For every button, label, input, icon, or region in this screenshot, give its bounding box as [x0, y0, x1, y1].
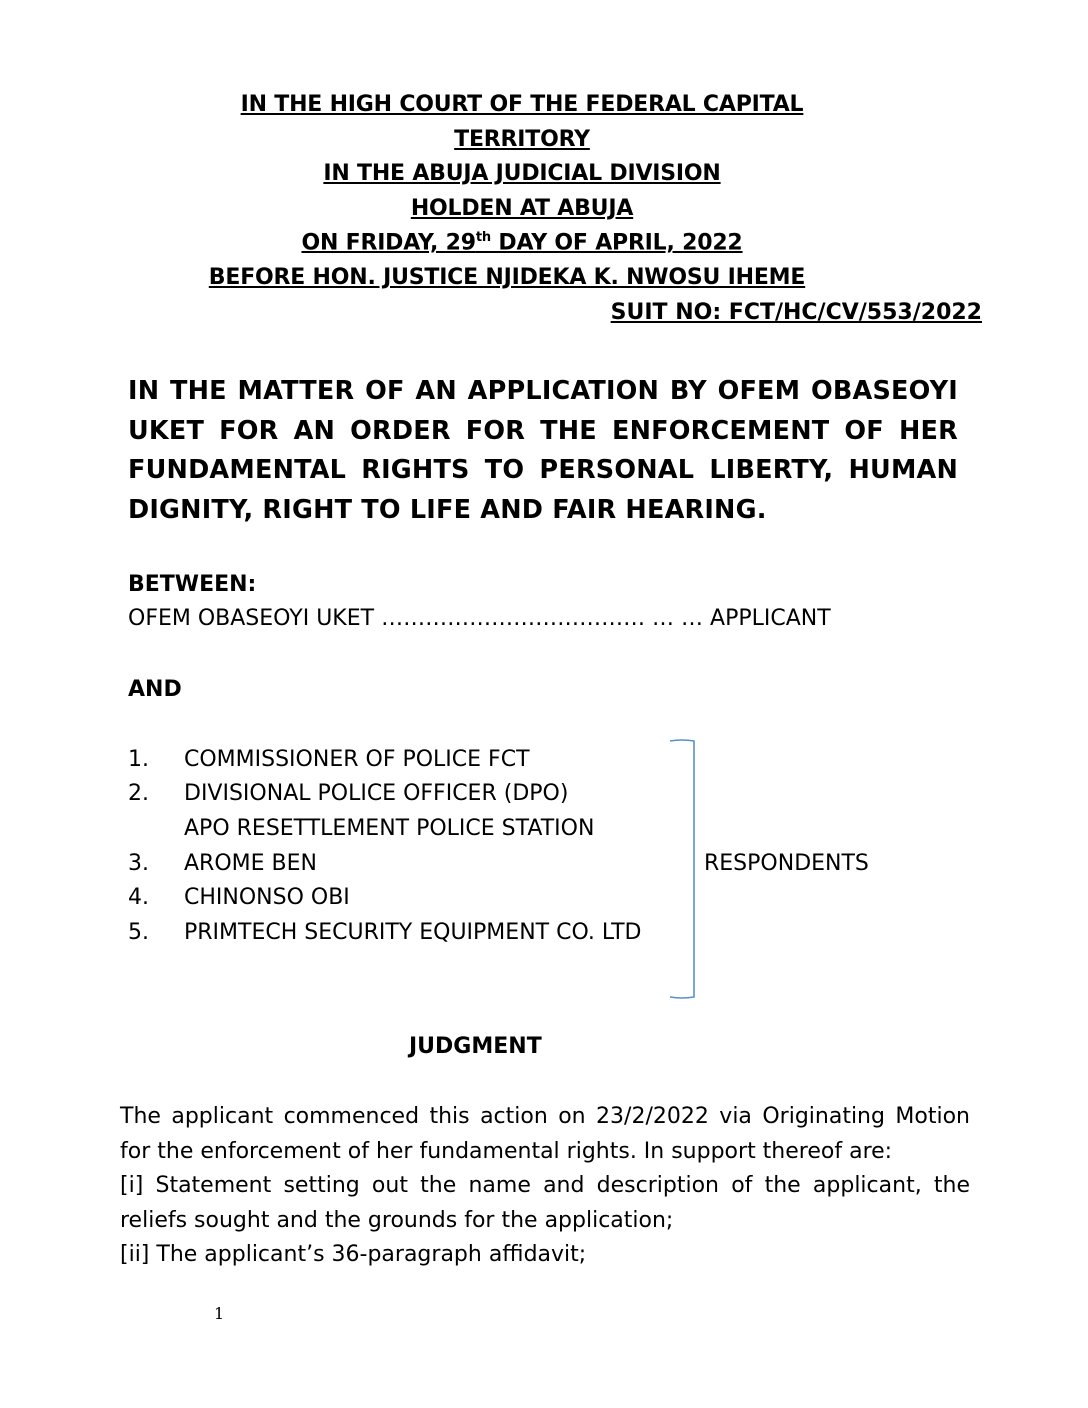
hearing-date-prefix: ON FRIDAY, 29 — [301, 230, 476, 256]
matter-statement: IN THE MATTER OF AN APPLICATION BY OFEM OBASEOYI UKET FOR AN ORDER FOR THE ENFORCEMENT OF HER FUNDAMENTAL RIGHTS TO PERSONAL LIBERTY, HUMAN DIGNITY, RIGHT TO LIFE AND FAIR HEARING. — [128, 376, 958, 525]
respondent-name: AROME BEN — [184, 851, 317, 876]
suit-number: SUIT NO: FCT/HC/CV/553/2022 — [610, 300, 982, 325]
applicant-line: OFEM OBASEOYI UKET ……………………………… … … APPLICANT — [128, 606, 831, 631]
respondent-name: CHINONSO OBI — [184, 885, 350, 910]
respondent-number: 2. — [128, 781, 149, 806]
judgment-line: [i] Statement setting out the name and description of the applicant, the — [120, 1173, 970, 1198]
hearing-date-suffix: DAY OF APRIL, 2022 — [490, 230, 743, 256]
judgment-body — [120, 1100, 970, 1273]
page-number: 1 — [214, 1304, 225, 1323]
respondent-number: 5. — [128, 920, 149, 945]
presiding-judge: BEFORE HON. JUSTICE NJIDEKA K. NWOSU IHEME — [208, 265, 806, 290]
respondent-name: COMMISSIONER OF POLICE FCT — [184, 747, 530, 772]
respondents-label: RESPONDENTS — [704, 851, 869, 876]
and-label: AND — [128, 677, 182, 702]
judgment-line: for the enforcement of her fundamental rights. In support thereof are: — [120, 1138, 893, 1164]
court-title-line-2: TERRITORY — [454, 127, 590, 152]
respondent-number: 4. — [128, 885, 149, 910]
holden-at: HOLDEN AT ABUJA — [410, 196, 634, 221]
respondent-number: 3. — [128, 851, 149, 876]
respondent-name-continued: APO RESETTLEMENT POLICE STATION — [184, 816, 595, 841]
between-label: BETWEEN: — [128, 572, 257, 597]
respondent-name: PRIMTECH SECURITY EQUIPMENT CO. LTD — [184, 920, 642, 945]
judicial-division: IN THE ABUJA JUDICIAL DIVISION — [323, 161, 721, 186]
judgment-line: reliefs sought and the grounds for the application; — [120, 1207, 674, 1233]
judgment-heading: JUDGMENT — [409, 1034, 542, 1059]
respondents-bracket — [666, 738, 700, 1004]
court-title-line-1: IN THE HIGH COURT OF THE FEDERAL CAPITAL — [240, 92, 804, 117]
hearing-date-ordinal: th — [475, 230, 491, 245]
judgment-line: [ii] The applicant’s 36-paragraph affidavit; — [120, 1242, 587, 1267]
hearing-date — [0, 230, 1044, 255]
respondent-number: 1. — [128, 747, 149, 772]
respondent-name: DIVISIONAL POLICE OFFICER (DPO) — [184, 781, 569, 806]
judgment-line: The applicant commenced this action on 23/2/2022 via Originating Motion — [120, 1104, 970, 1129]
